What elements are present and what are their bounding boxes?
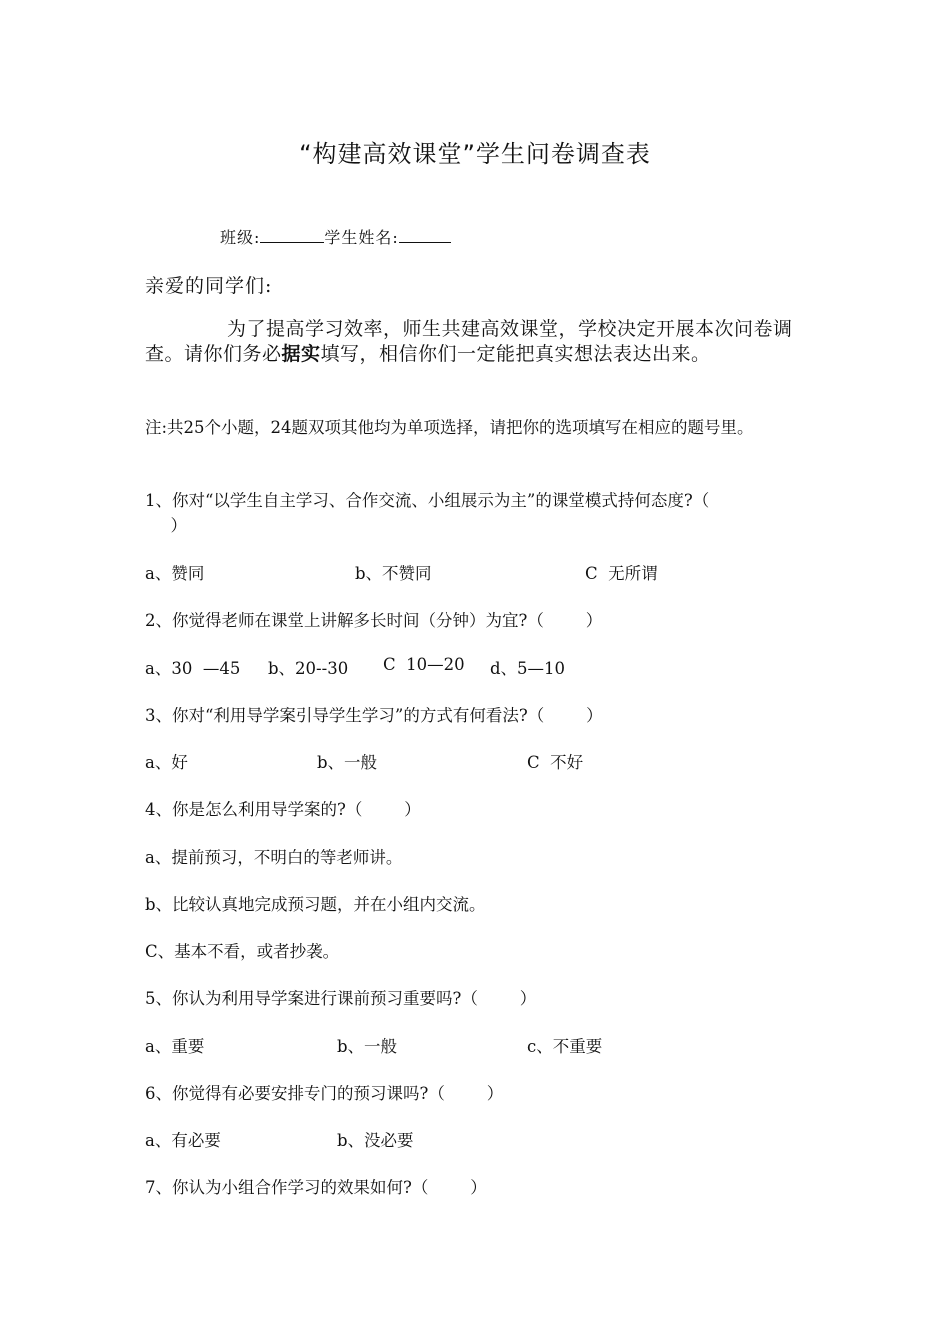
q6-option-b[interactable]: b、没必要 xyxy=(337,1131,414,1150)
question-1: 1、你对“以学生自主学习、合作交流、小组展示为主”的课堂模式持何态度?（ xyxy=(145,491,710,510)
q1-option-a[interactable]: a、赞同 xyxy=(145,564,205,583)
class-name-line xyxy=(220,225,451,248)
greeting: 亲爱的同学们: xyxy=(145,275,273,297)
survey-note: 注:共25个小题，24题双项其他均为单项选择，请把你的选项填写在相应的题号里。 xyxy=(145,418,754,437)
question-6: 6、你觉得有必要安排专门的预习课吗?（ ） xyxy=(145,1084,504,1103)
q2-option-d[interactable]: d、5—10 xyxy=(490,659,566,678)
q4-option-c[interactable]: C、基本不看，或者抄袭。 xyxy=(145,942,340,961)
q1-option-b[interactable]: b、不赞同 xyxy=(355,564,432,583)
q1-option-c[interactable]: C 无所谓 xyxy=(585,564,658,583)
q4-option-a[interactable]: a、提前预习，不明白的等老师讲。 xyxy=(145,848,403,867)
q5-option-a[interactable]: a、重要 xyxy=(145,1037,205,1056)
question-4: 4、你是怎么利用导学案的?（ ） xyxy=(145,800,421,819)
question-2: 2、你觉得老师在课堂上讲解多长时间（分钟）为宜?（ ） xyxy=(145,611,603,630)
class-label: 班级: xyxy=(220,228,261,247)
q3-option-b[interactable]: b、一般 xyxy=(317,753,378,772)
intro-paragraph xyxy=(145,317,810,367)
survey-title: “构建高效课堂”学生问卷调查表 xyxy=(299,140,651,168)
intro-part2: 填写，相信你们一定能把真实想法表达出来。 xyxy=(320,343,711,365)
q6-option-a[interactable]: a、有必要 xyxy=(145,1131,221,1150)
q5-option-c[interactable]: c、不重要 xyxy=(527,1037,603,1056)
student-name-label: 学生姓名: xyxy=(324,228,399,247)
question-7: 7、你认为小组合作学习的效果如何?（ ） xyxy=(145,1178,487,1197)
question-1-answer-blank[interactable]: ） xyxy=(160,516,187,535)
q2-option-c[interactable]: C 10—20 xyxy=(383,655,465,674)
q3-option-a[interactable]: a、好 xyxy=(145,753,188,772)
q2-option-a[interactable]: a、30 —45 xyxy=(145,659,241,678)
q5-option-b[interactable]: b、一般 xyxy=(337,1037,398,1056)
intro-bold: 据实 xyxy=(281,343,321,365)
intro-part1: 为了提高学习效率，师生共建高效课堂，学校决定开展本次问卷调查。请你们务必 xyxy=(145,318,793,365)
class-blank[interactable] xyxy=(260,228,324,243)
q3-option-c[interactable]: C 不好 xyxy=(527,753,584,772)
q2-option-b[interactable]: b、20--30 xyxy=(268,659,349,678)
q4-option-b[interactable]: b、比较认真地完成预习题，并在小组内交流。 xyxy=(145,895,486,914)
question-5: 5、你认为利用导学案进行课前预习重要吗?（ ） xyxy=(145,989,537,1008)
student-name-blank[interactable] xyxy=(399,228,451,243)
question-3: 3、你对“利用导学案引导学生学习”的方式有何看法?（ ） xyxy=(145,706,603,725)
